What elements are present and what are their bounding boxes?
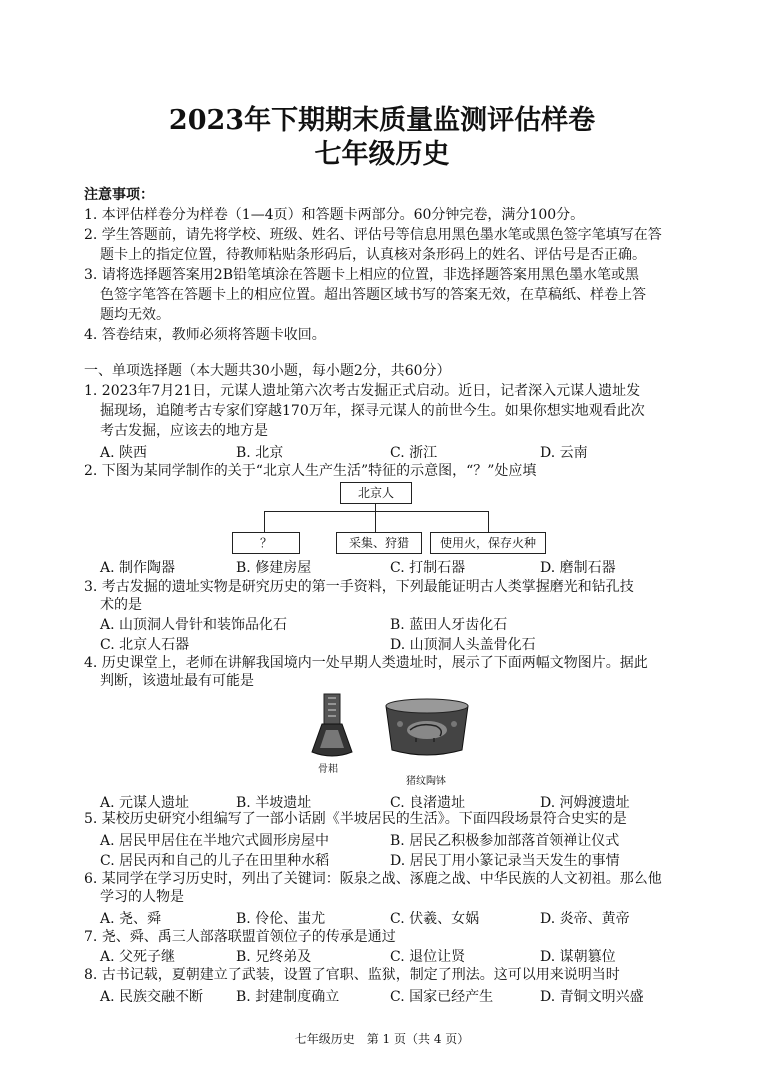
- diagram-connector: [488, 511, 489, 533]
- question-4-text: 4. 历史课堂上，老师在讲解我国境内一处早期人类遗址时，展示了下面两幅文物图片。据此: [84, 655, 648, 671]
- q8-option-d: D. 青铜文明兴盛: [540, 989, 644, 1005]
- q6-option-d: D. 炎帝、黄帝: [540, 911, 630, 927]
- question-4-text: 判断，该遗址最有可能是: [100, 673, 254, 689]
- q3-option-a: A. 山顶洞人骨针和装饰品化石: [100, 617, 288, 633]
- q4-option-a: A. 元谋人遗址: [100, 795, 190, 811]
- notice-heading: 注意事项：: [84, 187, 154, 203]
- q1-option-b: B. 北京: [236, 445, 284, 461]
- pig-pattern-pottery-image: [380, 694, 474, 760]
- caption-bone-spade: 骨耜: [318, 764, 338, 775]
- q8-option-b: B. 封建制度确立: [236, 989, 340, 1005]
- q7-option-a: A. 父死子继: [100, 949, 176, 965]
- question-1-text: 掘现场，追随考古专家们穿越170万年，探寻元谋人的前世今生。如果你想实地观看此次: [100, 403, 645, 419]
- q3-option-d: D. 山顶洞人头盖骨化石: [390, 637, 536, 653]
- diagram-connector: [264, 511, 488, 512]
- q2-option-a: A. 制作陶器: [100, 560, 176, 576]
- q3-option-b: B. 蓝田人牙齿化石: [390, 617, 508, 633]
- question-7-text: 7. 尧、舜、禹三人部落联盟首领位子的传承是通过: [84, 929, 396, 945]
- q5-option-d: D. 居民丁用小篆记录当天发生的事情: [390, 853, 620, 869]
- diagram-connector: [375, 511, 376, 533]
- diagram-node-unknown: ？: [232, 532, 300, 554]
- q6-option-a: A. 尧、舜: [100, 911, 162, 927]
- q4-option-b: B. 半坡遗址: [236, 795, 312, 811]
- q7-option-d: D. 谋朝篡位: [540, 949, 616, 965]
- notice-item: 3. 请将选择题答案用2B铅笔填涂在答题卡上相应的位置，非选择题答案用黑色墨水笔或黑: [84, 267, 640, 283]
- q1-option-a: A. 陕西: [100, 445, 148, 461]
- q5-option-a: A. 居民甲居住在半地穴式圆形房屋中: [100, 833, 330, 849]
- q3-option-c: C. 北京人石器: [100, 637, 190, 653]
- q4-option-d: D. 河姆渡遗址: [540, 795, 630, 811]
- notice-item: 4. 答卷结束，教师必须将答题卡收回。: [84, 327, 326, 343]
- q7-option-c: C. 退位让贤: [390, 949, 466, 965]
- diagram-node-fire: 使用火，保存火种: [430, 532, 546, 554]
- question-3-text: 3. 考古发掘的遗址实物是研究历史的第一手资料，下列最能证明古人类掌握磨光和钻孔技: [84, 579, 634, 595]
- q2-option-c: C. 打制石器: [390, 560, 466, 576]
- q4-option-c: C. 良渚遗址: [390, 795, 466, 811]
- question-3-text: 术的是: [100, 597, 142, 613]
- question-1-text: 1. 2023年7月21日，元谋人遗址第六次考古发掘正式启动。近日，记者深入元谋人遗址发: [84, 383, 641, 399]
- q1-option-c: C. 浙江: [390, 445, 438, 461]
- diagram-root: 北京人: [340, 482, 412, 504]
- page-footer: 七年级历史 第 1 页（共 4 页）: [294, 1032, 470, 1046]
- subject-title: 七年级历史: [314, 139, 450, 170]
- question-2-text: 2. 下图为某同学制作的关于“北京人生产生活”特征的示意图，“？”处应填: [84, 463, 537, 479]
- q8-option-a: A. 民族交融不断: [100, 989, 204, 1005]
- q2-option-b: B. 修建房屋: [236, 560, 312, 576]
- q5-option-c: C. 居民丙和自己的儿子在田里种水稻: [100, 853, 330, 869]
- q6-option-c: C. 伏羲、女娲: [390, 911, 480, 927]
- question-5-text: 5. 某校历史研究小组编写了一部小话剧《半坡居民的生活》。下面四段场景符合史实的是: [84, 811, 627, 827]
- exam-title: 2023年下期期末质量监测评估样卷: [168, 105, 596, 136]
- q6-option-b: B. 伶伦、蚩尤: [236, 911, 326, 927]
- notice-item: 色签字笔答在答题卡上的相应位置。超出答题区域书写的答案无效，在草稿纸、样卷上答: [100, 287, 646, 303]
- diagram-node-gathering: 采集、狩猎: [336, 532, 422, 554]
- question-6-text: 6. 某同学在学习历史时，列出了关键词：阪泉之战、涿鹿之战、中华民族的人文初祖。那么他: [84, 871, 662, 887]
- caption-pottery: 猪纹陶钵: [406, 776, 446, 787]
- question-1-text: 考古发掘，应该去的地方是: [100, 423, 268, 439]
- notice-item: 1. 本评估样卷分为样卷（1—4页）和答题卡两部分。60分钟完卷，满分100分。: [84, 207, 585, 223]
- bone-spade-image: [308, 690, 358, 760]
- notice-item: 题卡上的指定位置，待教师粘贴条形码后，认真核对条形码上的姓名、评估号是否正确。: [100, 247, 646, 263]
- notice-item: 题均无效。: [100, 307, 170, 323]
- q7-option-b: B. 兄终弟及: [236, 949, 312, 965]
- notice-item: 2. 学生答题前，请先将学校、班级、姓名、评估号等信息用黑色墨水笔或黑色签字笔填写在答: [84, 227, 662, 243]
- q1-option-d: D. 云南: [540, 445, 588, 461]
- question-6-text: 学习的人物是: [100, 889, 184, 905]
- diagram-connector: [264, 511, 265, 533]
- q2-option-d: D. 磨制石器: [540, 560, 616, 576]
- section-heading: 一、单项选择题（本大题共30小题，每小题2分，共60分）: [84, 363, 451, 379]
- question-8-text: 8. 古书记载，夏朝建立了武装，设置了官职、监狱，制定了刑法。这可以用来说明当时: [84, 967, 620, 983]
- q5-option-b: B. 居民乙积极参加部落首领禅让仪式: [390, 833, 620, 849]
- q8-option-c: C. 国家已经产生: [390, 989, 494, 1005]
